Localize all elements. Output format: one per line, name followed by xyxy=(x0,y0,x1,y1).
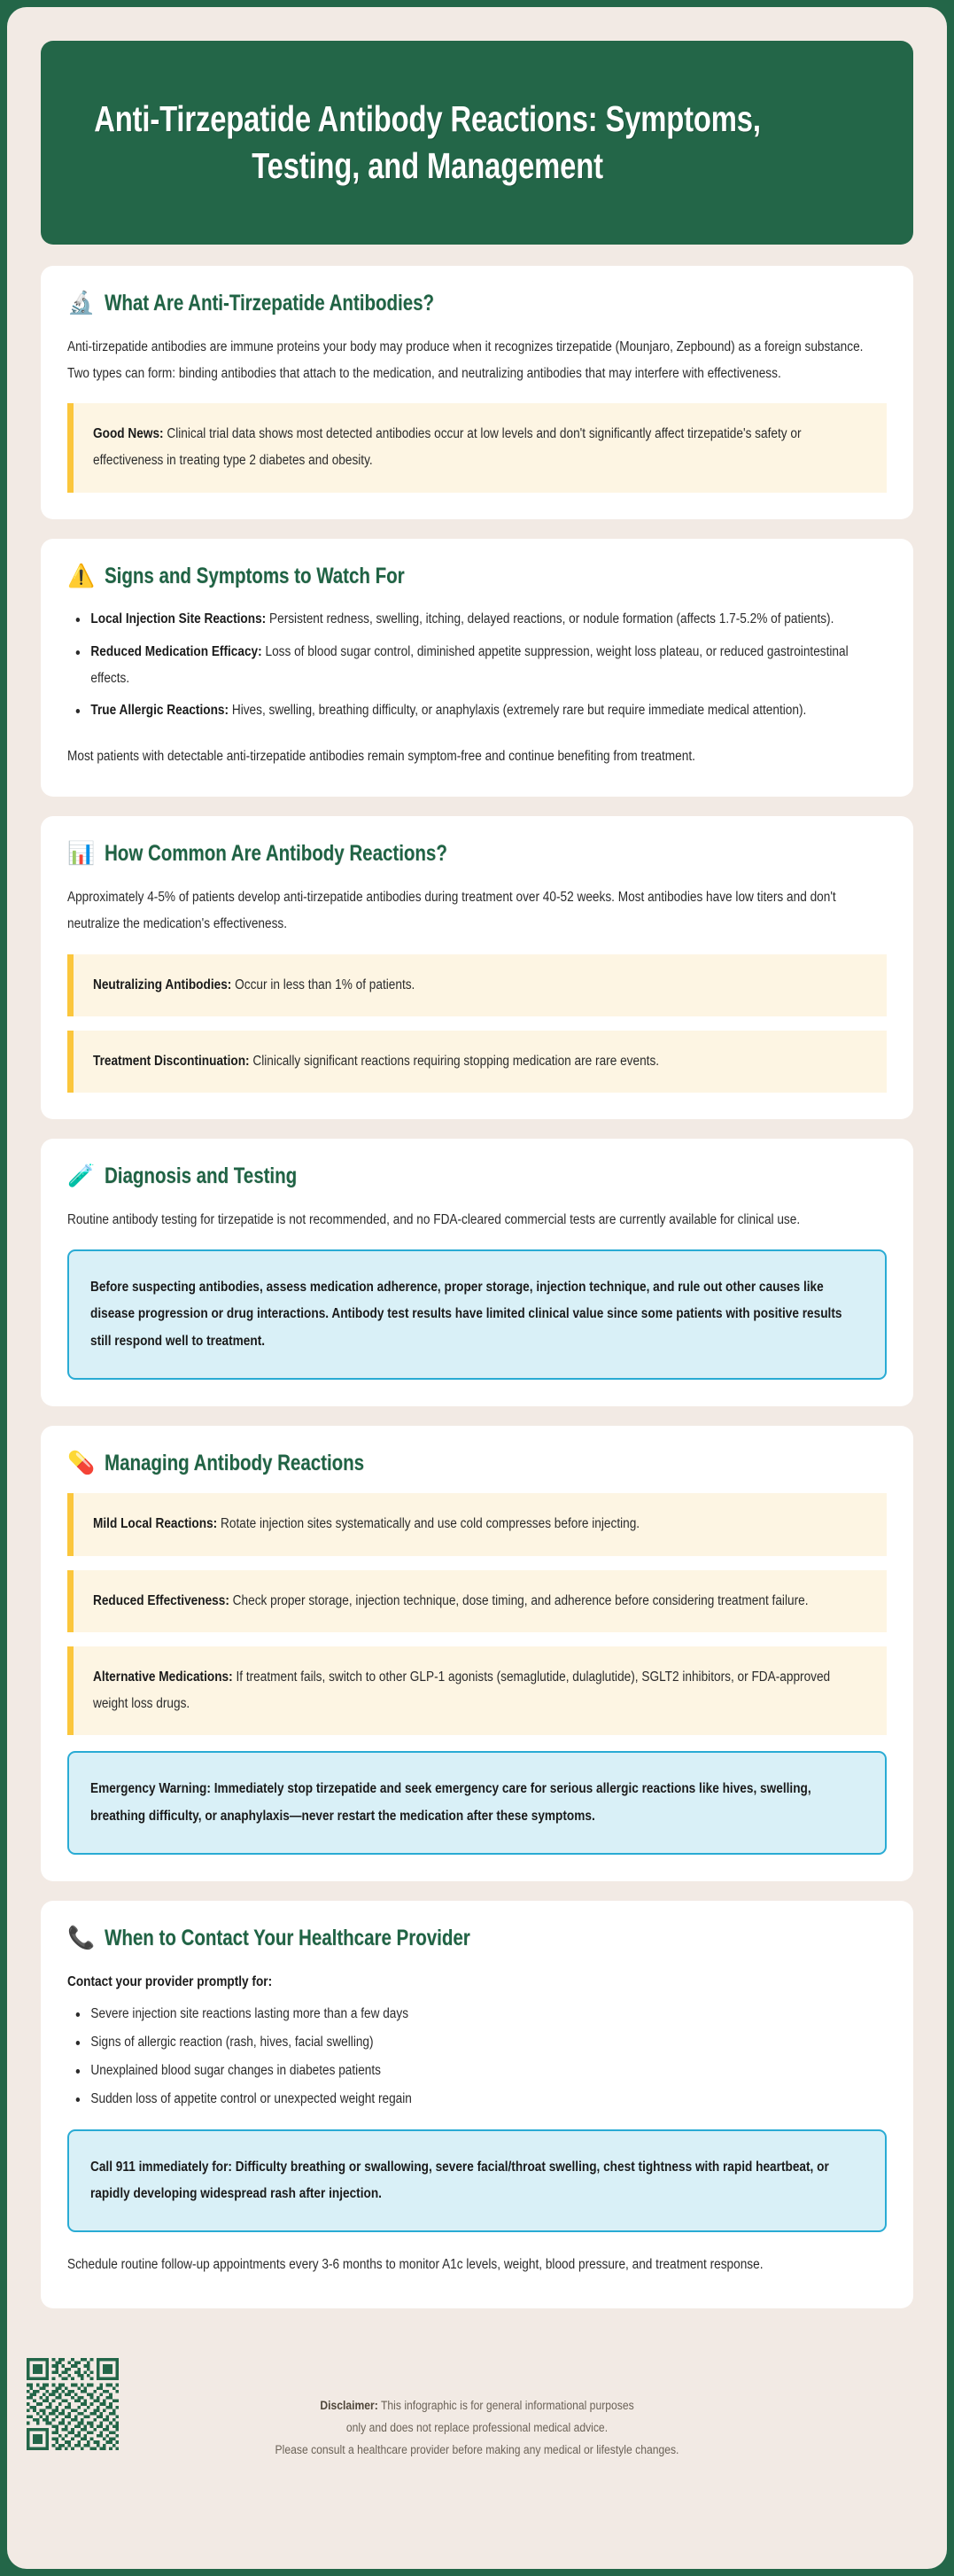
list-item: Signs of allergic reaction (rash, hives, facial swelling) xyxy=(67,2029,887,2056)
callout-body xyxy=(93,1664,867,1717)
pill-icon: 💊 xyxy=(67,1450,96,1475)
callout-label: Reduced Effectiveness: xyxy=(93,1592,229,1608)
section-closing-paragraph: Most patients with detectable anti-tirzepatide antibodies remain symptom-free and continue benefiting from treatment. xyxy=(67,749,695,765)
contact-reasons-list xyxy=(67,2001,887,2113)
callout-text: Check proper storage, injection technique, dose timing, and adherence before considering treatment failure. xyxy=(232,1592,809,1608)
callout-label: Treatment Discontinuation: xyxy=(93,1053,250,1069)
callout-text: Before suspecting antibodies, assess medication adherence, proper storage, injection technique, and rule out other causes like disease progression or drug interactions. Antibody test results have limited clinical value since some patients with positive results still respond well to treatment. xyxy=(90,1280,842,1349)
list-item: Severe injection site reactions lasting more than a few days xyxy=(67,2001,887,2027)
section-card-signs-and-symptoms xyxy=(41,539,913,798)
contact-intro xyxy=(67,1969,887,1996)
infographic-page xyxy=(7,7,947,2569)
callout-body xyxy=(93,972,867,999)
section-header xyxy=(67,1451,887,1476)
section-header xyxy=(67,564,887,589)
callout-text: If treatment fails, switch to other GLP-1 agonists (semaglutide, dulaglutide), SGLT2 inhibitors, or FDA-approved weight loss drugs. xyxy=(93,1669,831,1712)
callout-label: Mild Local Reactions: xyxy=(93,1516,218,1532)
section-header xyxy=(67,291,887,316)
bullet-text: Persistent redness, swelling, itching, delayed reactions, or nodule formation (affects 1.7-5.2% of patients). xyxy=(269,611,834,627)
section-header xyxy=(67,1926,887,1951)
section-card-what-are-antibodies xyxy=(41,266,913,519)
phone-icon: 📞 xyxy=(67,1925,96,1950)
callout-text: Clinical trial data shows most detected antibodies occur at low levels and don't significantly affect tirzepatide's safety or effectiveness in treating type 2 diabetes and obesity. xyxy=(93,426,802,469)
callout-emergency-warning xyxy=(67,1751,887,1854)
section-header xyxy=(67,1163,887,1189)
symptom-list xyxy=(67,606,887,724)
microscope-icon: 🔬 xyxy=(67,290,96,315)
callout-mild-local-reactions xyxy=(67,1493,887,1555)
callout-text: Rotate injection sites systematically and use cold compresses before injecting. xyxy=(221,1516,640,1532)
contact-intro-label: Contact your provider promptly for: xyxy=(67,1973,273,1989)
list-item xyxy=(67,639,887,692)
disclaimer-line-3: Please consult a healthcare provider before making any medical or lifestyle changes. xyxy=(275,2443,679,2457)
callout-label: Neutralizing Antibodies: xyxy=(93,977,232,992)
disclaimer xyxy=(89,2358,865,2462)
callout-neutralizing-antibodies xyxy=(67,954,887,1016)
callout-body xyxy=(93,1511,867,1537)
callout-text: Emergency Warning: Immediately stop tirzepatide and seek emergency care for serious allergic reactions like hives, swelling, breathing difficulty, or anaphylaxis—never restart the medication after these symptoms. xyxy=(90,1781,811,1824)
callout-body xyxy=(93,1588,867,1615)
section-title: Managing Antibody Reactions xyxy=(105,1450,365,1475)
disclaimer-text-1: This infographic is for general informational purposes xyxy=(380,2399,634,2413)
section-title: Diagnosis and Testing xyxy=(105,1163,298,1189)
bullet-label: Reduced Medication Efficacy: xyxy=(90,643,262,659)
section-title: When to Contact Your Healthcare Provider xyxy=(105,1925,470,1950)
list-item: Unexplained blood sugar changes in diabetes patients xyxy=(67,2058,887,2084)
section-closing-paragraph: Schedule routine follow-up appointments every 3-6 months to monitor A1c levels, weight, blood pressure, and treatment response. xyxy=(67,2257,764,2273)
callout-reduced-effectiveness xyxy=(67,1570,887,1632)
callout-label: Good News: xyxy=(93,426,164,442)
bullet-label: True Allergic Reactions: xyxy=(90,703,229,719)
test-tube-icon: 🧪 xyxy=(67,1163,96,1188)
section-title: What Are Anti-Tirzepatide Antibodies? xyxy=(105,291,435,315)
callout-testing-guidance xyxy=(67,1249,887,1380)
disclaimer-line-1 xyxy=(89,2395,865,2417)
section-title: Signs and Symptoms to Watch For xyxy=(105,563,405,588)
list-item xyxy=(67,606,887,633)
callout-text: Occur in less than 1% of patients. xyxy=(235,977,415,992)
callout-good-news xyxy=(67,403,887,492)
callout-call-911 xyxy=(67,2129,887,2232)
callout-text: Clinically significant reactions requiring stopping medication are rare events. xyxy=(252,1053,660,1069)
page-title: Anti-Tirzepatide Antibody Reactions: Symptoms, Testing, and Management xyxy=(94,97,761,186)
bullet-text: Loss of blood sugar control, diminished appetite suppression, weight loss plateau, or reduced gastrointestinal effects. xyxy=(90,643,849,686)
callout-alternative-medications xyxy=(67,1646,887,1735)
footer xyxy=(27,2328,927,2497)
list-item xyxy=(67,697,887,724)
bullet-text: Hives, swelling, breathing difficulty, or anaphylaxis (extremely rare but require immediate medical attention). xyxy=(231,703,807,719)
section-card-managing-reactions xyxy=(41,1426,913,1881)
warning-icon: ⚠️ xyxy=(67,563,96,588)
callout-treatment-discontinuation xyxy=(67,1031,887,1093)
callout-body xyxy=(93,421,867,474)
disclaimer-label: Disclaimer: xyxy=(320,2399,378,2413)
header-banner xyxy=(41,41,913,245)
section-paragraph: Approximately 4-5% of patients develop anti-tirzepatide antibodies during treatment over 40-52 weeks. Most antibodies have low titers and don't neutralize the medication's effectiveness. xyxy=(67,890,836,932)
callout-text: Call 911 immediately for: Difficulty breathing or swallowing, severe facial/throat swelling, chest tightness with rapid heartbeat, or rapidly developing widespread rash after injection. xyxy=(90,2159,829,2201)
section-paragraph: Routine antibody testing for tirzepatide is not recommended, and no FDA-cleared commercial tests are currently available for clinical use. xyxy=(67,1211,801,1227)
section-paragraph: Anti-tirzepatide antibodies are immune proteins your body may produce when it recognizes tirzepatide (Mounjaro, Zepbound) as a foreign substance. Two types can form: binding antibodies that attach to the medication, and neutralizing antibodies that may interfere with effectiveness. xyxy=(67,339,864,381)
bullet-label: Local Injection Site Reactions: xyxy=(90,611,267,627)
section-card-diagnosis-and-testing xyxy=(41,1139,913,1406)
section-header xyxy=(67,841,887,867)
list-item: Sudden loss of appetite control or unexpected weight regain xyxy=(67,2086,887,2113)
callout-label: Alternative Medications: xyxy=(93,1669,233,1685)
callout-body xyxy=(93,1048,867,1075)
disclaimer-line-2: only and does not replace professional medical advice. xyxy=(345,2421,609,2435)
section-card-when-to-contact-provider xyxy=(41,1901,913,2309)
section-title: How Common Are Antibody Reactions? xyxy=(105,841,447,867)
bar-chart-icon: 📊 xyxy=(67,841,96,867)
section-card-how-common xyxy=(41,816,913,1119)
